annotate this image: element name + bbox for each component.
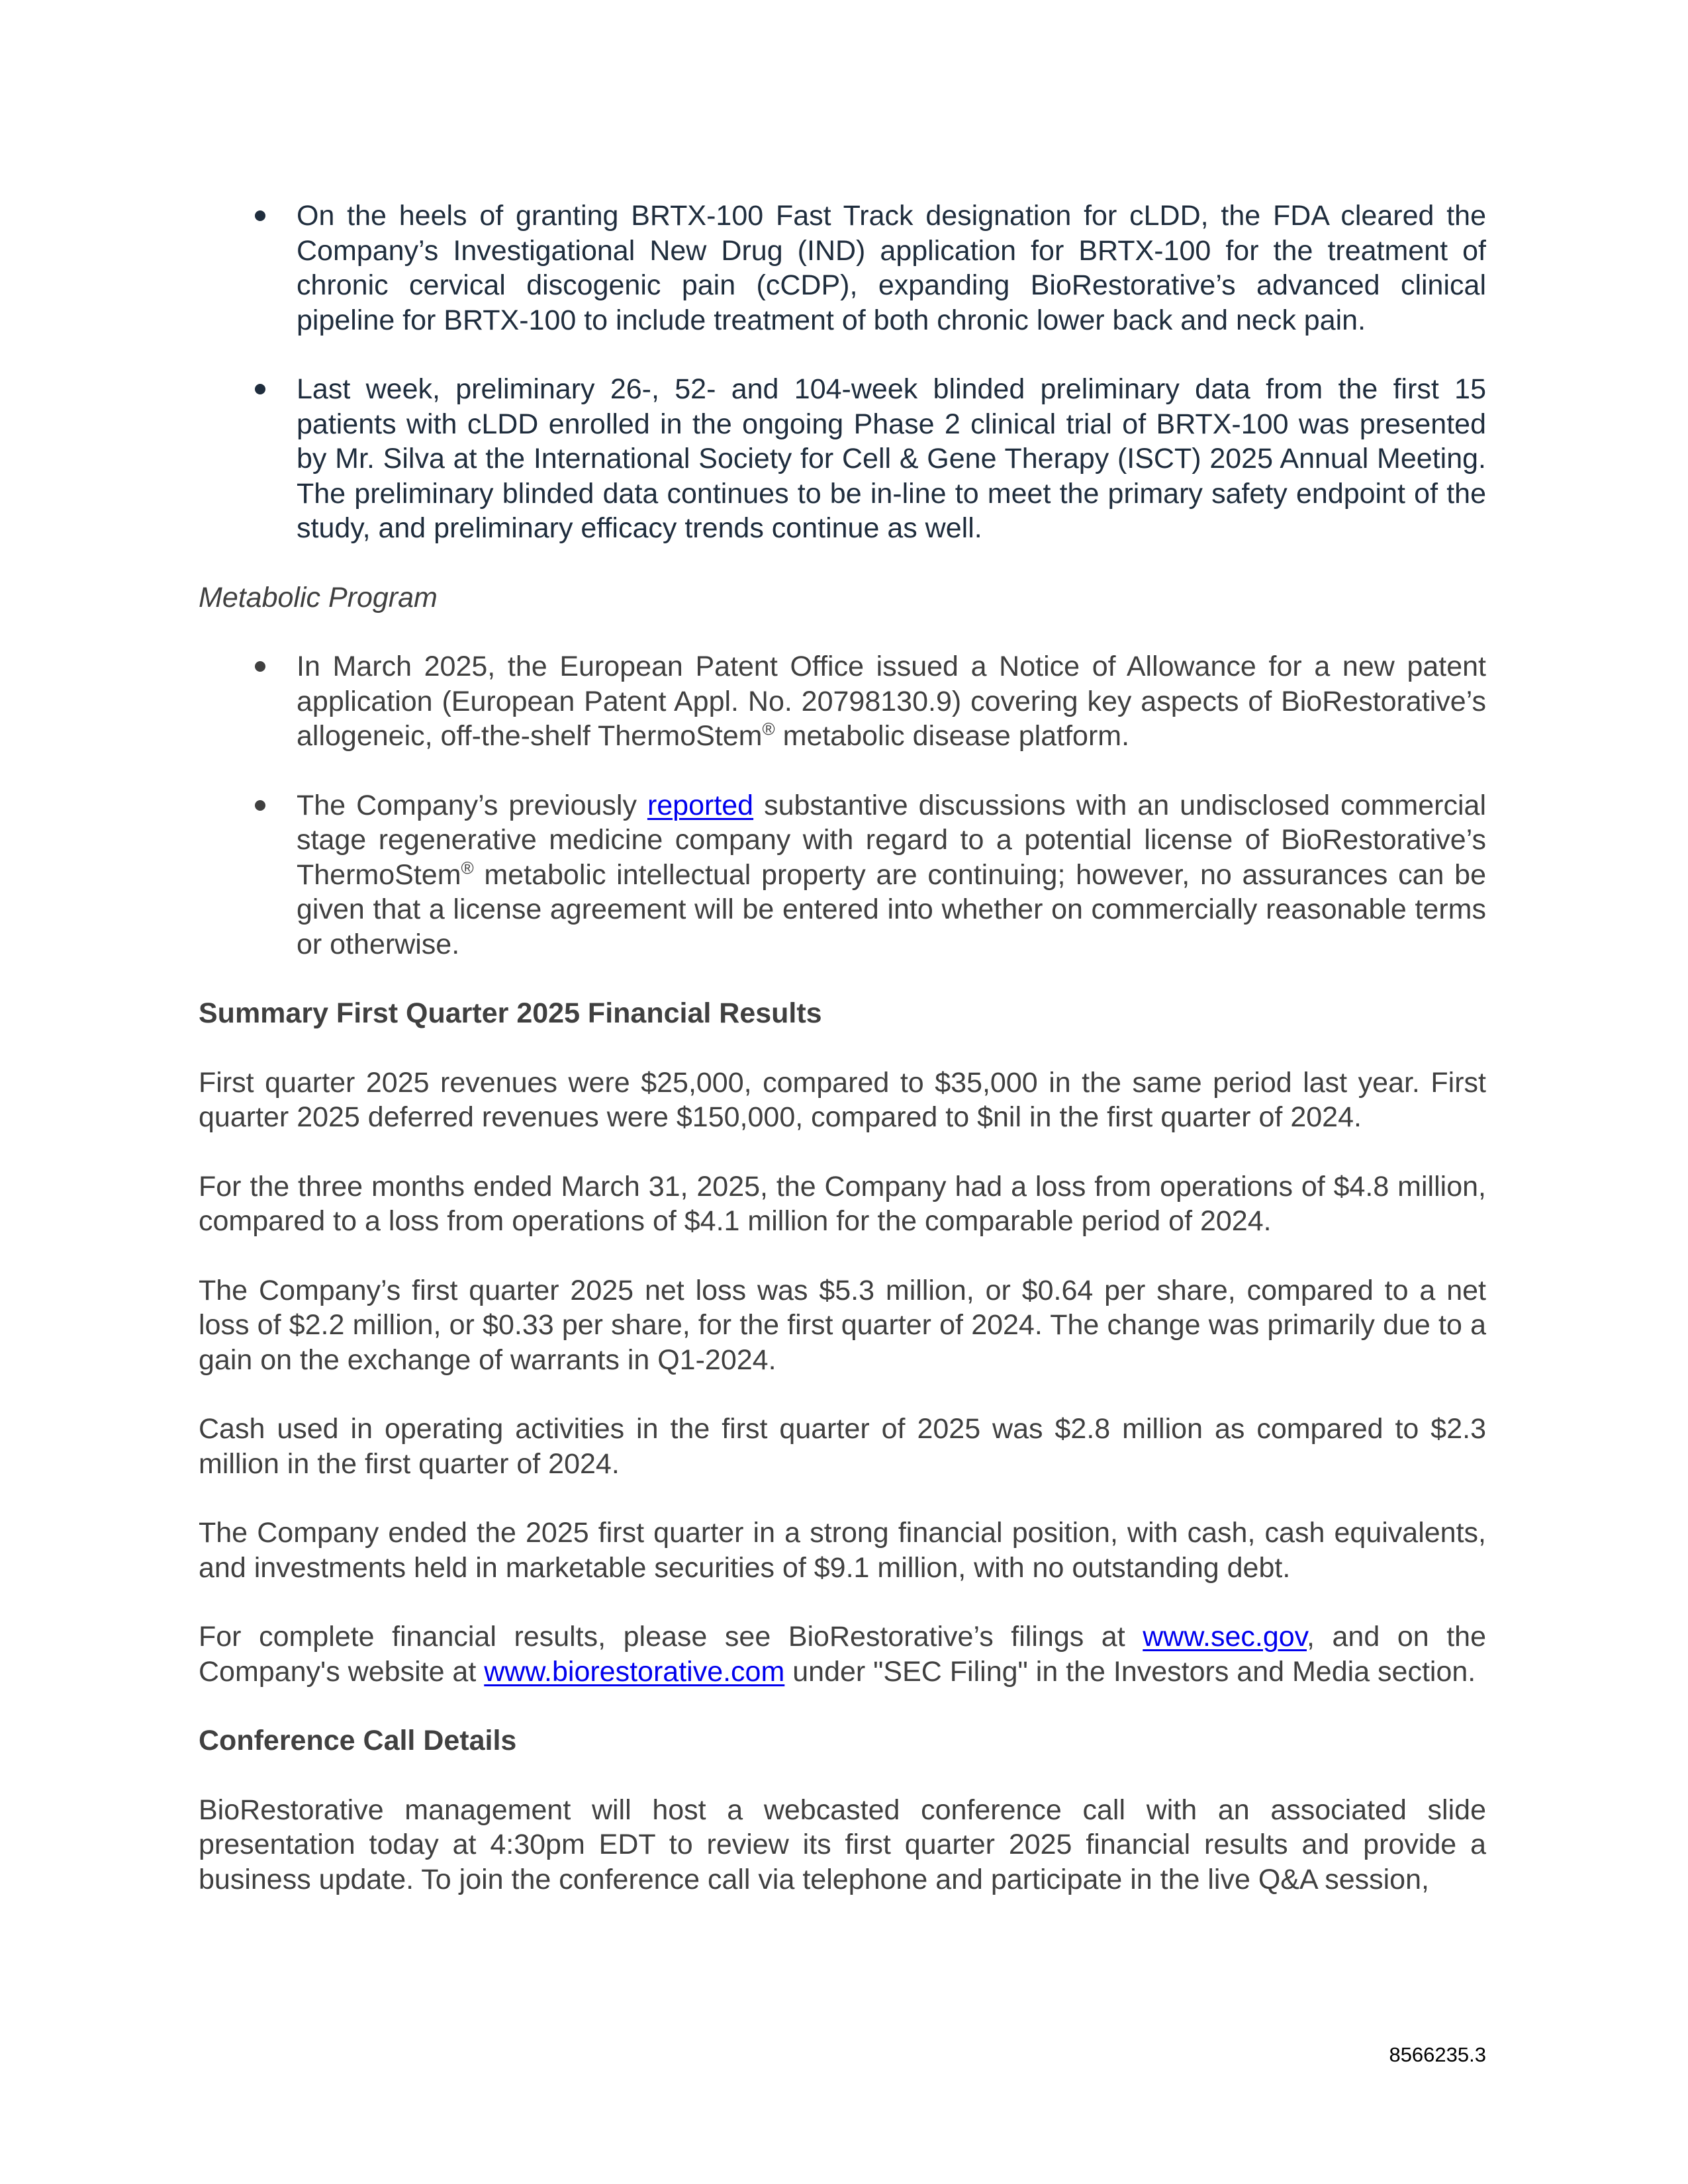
list-item — [199, 649, 1486, 754]
filings-text: For complete financial results, please see BioRestorative’s filings at — [199, 1621, 1143, 1653]
bullet-icon — [255, 210, 265, 221]
reported-link[interactable]: reported — [647, 789, 754, 821]
registered-mark: ® — [461, 858, 474, 878]
bullet-text: The Company’s previously — [297, 789, 647, 821]
sec-gov-link[interactable]: www.sec.gov — [1143, 1621, 1307, 1653]
section-heading-metabolic: Metabolic Program — [199, 581, 438, 614]
filings-text-end: under "SEC Filing" in the Investors and Media section. — [784, 1655, 1476, 1688]
registered-mark: ® — [762, 719, 775, 739]
bullet-icon — [255, 661, 265, 672]
metabolic-bullet-list — [199, 649, 1486, 962]
bullet-text: Last week, preliminary 26-, 52- and 104-week blinded preliminary data from the first 15 patients with cLDD enrolled in the ongoing Phase 2 clinical trial of BRTX-100 was presented by Mr. Silva at the International Society for Cell & Gene Therapy (ISCT) 2025 Annual Meeting. The preliminary blinded data continues to be in-line to meet the primary safety endpoint of the study, and preliminary efficacy trends continue as well. — [297, 373, 1486, 544]
list-item — [199, 372, 1486, 546]
paragraph-cash-used: Cash used in operating activities in the first quarter of 2025 was $2.8 million as compared to $2.3 million in the first quarter of 2024. — [199, 1413, 1486, 1480]
document-page — [199, 199, 1486, 1931]
paragraph-conference-call: BioRestorative management will host a webcasted conference call with an associated slide presentation today at 4:30pm EDT to review its first quarter 2025 financial results and provide a business update. To join the conference call via telephone and participate in the live Q&A session, — [199, 1794, 1486, 1895]
bullet-icon — [255, 800, 265, 811]
list-item — [199, 199, 1486, 338]
bullet-text-end: metabolic disease platform. — [774, 720, 1130, 752]
biorestorative-website-link[interactable]: www.biorestorative.com — [484, 1655, 785, 1688]
paragraph-financial-position: The Company ended the 2025 first quarter in a strong financial position, with cash, cash equivalents, and investments held in marketable securities of $9.1 million, with no outstanding debt. — [199, 1517, 1486, 1584]
paragraph-net-loss: The Company’s first quarter 2025 net loss was $5.3 million, or $0.64 per share, compared to a net loss of $2.2 million, or $0.33 per share, for the first quarter of 2024. The change was primarily due to a gain on the exchange of warrants in Q1-2024. — [199, 1274, 1486, 1376]
paragraph-loss-operations: For the three months ended March 31, 2025, the Company had a loss from operations of $4.8 million, compared to a loss from operations of $4.1 million for the comparable period of 2024. — [199, 1170, 1486, 1237]
paragraph-revenues: First quarter 2025 revenues were $25,000, compared to $35,000 in the same period last year. First quarter 2025 deferred revenues were $150,000, compared to $nil in the first quarter of 2024. — [199, 1066, 1486, 1133]
bullet-text: In March 2025, the European Patent Office issued a Notice of Allowance for a new patent application (European Patent Appl. No. 20798130.9) covering key aspects of BioRestorative’s allogeneic, off-the-shelf ThermoStem — [297, 651, 1486, 752]
bullet-text-end: metabolic intellectual property are continuing; however, no assurances can be given that a license agreement will be entered into whether on commercially reasonable terms or otherwise. — [297, 858, 1486, 960]
section-heading-conference: Conference Call Details — [199, 1725, 517, 1756]
bullet-icon — [255, 384, 265, 394]
filings-text-middle: , and on the Company's website at — [199, 1621, 1486, 1688]
clinical-bullet-list — [199, 199, 1486, 546]
document-id: 8566235.3 — [1389, 2043, 1486, 2066]
bullet-text: On the heels of granting BRTX-100 Fast Track designation for cLDD, the FDA cleared the Company’s Investigational New Drug (IND) application for BRTX-100 for the treatment of chronic cervical discogenic pain (cCDP), expanding BioRestorative’s advanced clinical pipeline for BRTX-100 to include treatment of both chronic lower back and neck pain. — [297, 200, 1486, 336]
section-heading-financial: Summary First Quarter 2025 Financial Results — [199, 997, 822, 1029]
paragraph-filings — [199, 1619, 1486, 1689]
list-item — [199, 788, 1486, 962]
bullet-text-middle: substantive discussions with an undisclosed commercial stage regenerative medicine company with regard to a potential license of BioRestorative’s ThermoStem — [297, 789, 1486, 891]
